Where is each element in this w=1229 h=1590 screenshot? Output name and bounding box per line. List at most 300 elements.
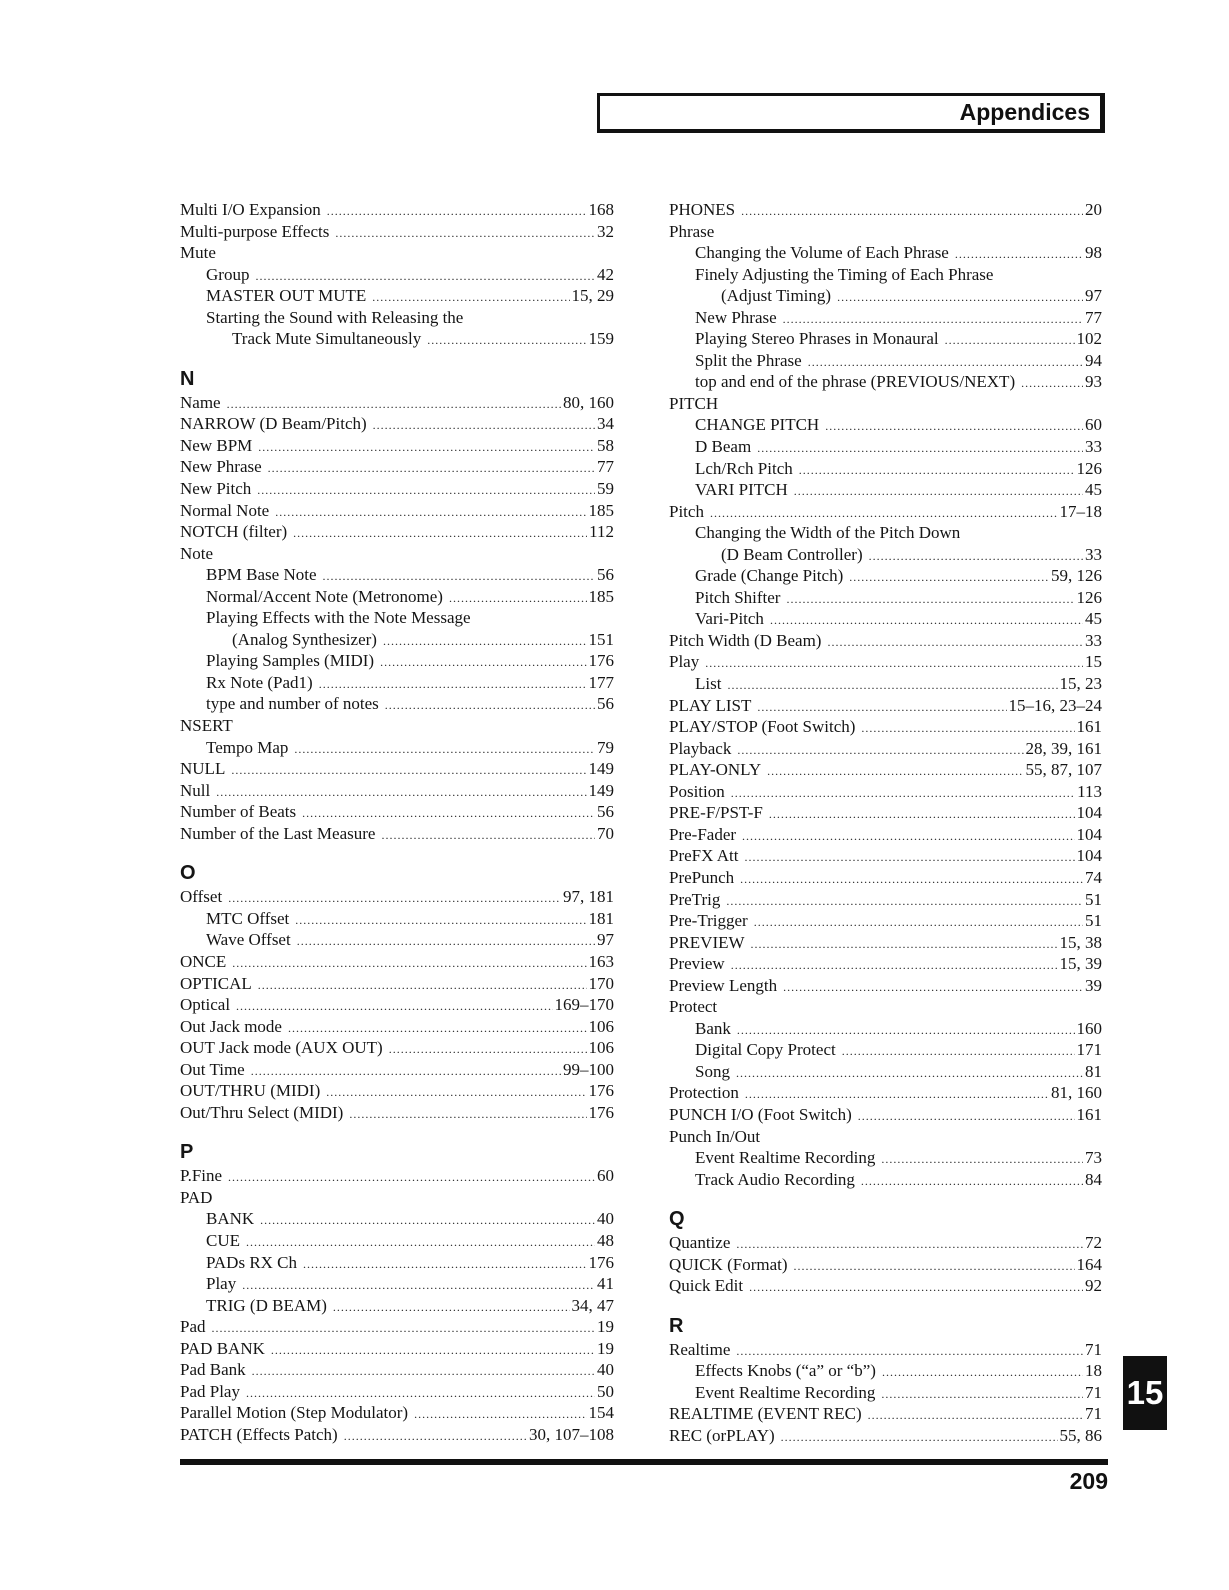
index-entry [669, 436, 1102, 458]
entry-pages: 50 [597, 1381, 614, 1401]
entry-pages: 171 [1076, 1040, 1102, 1060]
entry-term: Realtime [669, 1339, 731, 1359]
dot-leader [736, 1234, 1083, 1256]
entry-pages: 92 [1085, 1276, 1102, 1296]
dot-leader [257, 480, 595, 502]
index-entry [180, 823, 614, 845]
entry-term: Pad Bank [180, 1360, 246, 1380]
dot-leader [294, 739, 595, 761]
dot-leader [326, 1082, 586, 1104]
entry-term: Pitch Shifter [695, 587, 781, 607]
entry-pages: 159 [588, 329, 614, 349]
entry-term: Pitch [669, 501, 704, 521]
index-entry [180, 221, 614, 243]
dot-leader [882, 1362, 1083, 1384]
entry-term: top and end of the phrase (PREVIOUS/NEXT) [695, 372, 1016, 392]
dot-leader [767, 761, 1023, 783]
entry-pages: 15–16, 23–24 [1008, 695, 1102, 715]
entry-pages: 32 [597, 221, 614, 241]
entry-pages: 97, 181 [563, 887, 614, 907]
index-entry [180, 693, 614, 715]
entry-term: New Phrase [180, 457, 262, 477]
chapter-tab: 15 [1123, 1356, 1167, 1430]
entry-pages: 149 [588, 780, 614, 800]
dot-leader [268, 458, 595, 480]
entry-pages: 30, 107–108 [529, 1424, 614, 1444]
index-entry [180, 1080, 614, 1102]
dot-leader [727, 675, 1057, 697]
index-section [669, 1201, 1102, 1297]
section-letter: R [669, 1314, 684, 1337]
index-entry [180, 737, 614, 759]
index-entry [180, 929, 614, 951]
entry-term: NARROW (D Beam/Pitch) [180, 414, 367, 434]
dot-leader [216, 782, 586, 804]
index-entry [180, 1273, 614, 1295]
index-entry [180, 1402, 614, 1424]
dot-leader [349, 1104, 586, 1126]
entry-pages: 151 [588, 629, 614, 649]
entry-term: Playback [669, 738, 732, 758]
entry-pages: 168 [588, 200, 614, 219]
dot-leader [849, 567, 1049, 589]
entry-term: REC (orPLAY) [669, 1425, 775, 1445]
entry-pages: 71 [1085, 1404, 1102, 1424]
entry-term: Group [206, 264, 250, 284]
index-column-right [669, 199, 1102, 1458]
entry-pages: 177 [588, 672, 614, 692]
index-entry [180, 1230, 614, 1252]
dot-leader [246, 1383, 595, 1405]
entry-pages: 34 [597, 414, 614, 434]
index-entry [669, 867, 1102, 889]
entry-pages: 97 [597, 930, 614, 950]
entry-pages: 181 [588, 908, 614, 928]
entry-term: Out Jack mode [180, 1016, 282, 1036]
index-entry [669, 1169, 1102, 1191]
dot-leader [808, 352, 1083, 374]
index-entry [669, 587, 1102, 609]
dot-leader [380, 652, 586, 674]
entry-term: BANK [206, 1209, 255, 1229]
index-entry [180, 264, 614, 286]
footer-rule [180, 1459, 1108, 1465]
dot-leader [731, 955, 1058, 977]
entry-term: Pre-Fader [669, 824, 737, 844]
index-entry [669, 716, 1102, 738]
entry-term: Starting the Sound with Releasing the [206, 307, 464, 327]
entry-term: Note [180, 543, 214, 563]
entry-term: Track Audio Recording [695, 1169, 855, 1189]
dot-leader [373, 415, 595, 437]
entry-term: PRE-F/PST-F [669, 803, 763, 823]
entry-term: Preview Length [669, 975, 778, 995]
entry-term: Event Realtime Recording [695, 1382, 876, 1402]
entry-pages: 33 [1085, 437, 1102, 457]
index-entry [669, 307, 1102, 329]
entry-pages: 15, 23 [1059, 674, 1102, 694]
index-entry [669, 1275, 1102, 1297]
index-section [180, 1134, 614, 1445]
dot-leader [236, 996, 552, 1018]
entry-pages: 170 [588, 973, 614, 993]
dot-leader [749, 1277, 1083, 1299]
index-entry [669, 414, 1102, 436]
entry-term: Optical [180, 995, 231, 1015]
index-entry [669, 651, 1102, 673]
dot-leader [427, 330, 586, 352]
entry-term: PAD BANK [180, 1338, 265, 1358]
section-letter: O [180, 862, 196, 885]
dot-leader [861, 1171, 1083, 1193]
dot-leader [327, 201, 587, 223]
dot-leader [297, 931, 595, 953]
entry-pages: 39 [1085, 975, 1102, 995]
dot-leader [323, 566, 596, 588]
index-entry [180, 521, 614, 543]
index-column-left [180, 199, 614, 1456]
index-entry [669, 221, 1102, 243]
dot-leader [737, 1020, 1075, 1042]
dot-leader [742, 826, 1074, 848]
entry-pages: 17–18 [1059, 501, 1102, 521]
dot-leader [794, 1256, 1075, 1278]
index-entry [669, 802, 1102, 824]
dot-leader [303, 1254, 586, 1276]
section-letter: N [180, 367, 195, 390]
index-entry [669, 1147, 1102, 1169]
entry-pages: 60 [597, 1166, 614, 1186]
entry-pages: 102 [1076, 329, 1102, 349]
index-entry [669, 1232, 1102, 1254]
entry-term: MTC Offset [206, 908, 290, 928]
dot-leader [335, 223, 595, 245]
entry-pages: 33 [1085, 630, 1102, 650]
index-entry [669, 1104, 1102, 1126]
entry-term: Protect [669, 997, 718, 1017]
dot-leader [740, 869, 1083, 891]
dot-leader [858, 1106, 1075, 1128]
entry-term: OUT/THRU (MIDI) [180, 1081, 321, 1101]
entry-pages: 60 [1085, 415, 1102, 435]
dot-leader [736, 1341, 1083, 1363]
entry-term: (Adjust Timing) [721, 286, 832, 306]
index-entry [180, 715, 614, 737]
entry-term: Track Mute Simultaneously [232, 329, 422, 349]
dot-leader [783, 977, 1083, 999]
index-entry [669, 1339, 1102, 1361]
entry-term: New Pitch [180, 479, 252, 499]
index-entry [180, 307, 614, 329]
dot-leader [246, 1232, 595, 1254]
index-entry [669, 759, 1102, 781]
index-entry [669, 264, 1102, 286]
entry-term: Changing the Volume of Each Phrase [695, 243, 949, 263]
dot-leader [228, 888, 561, 910]
dot-leader [381, 825, 595, 847]
index-entry [180, 1037, 614, 1059]
index-entry [669, 544, 1102, 566]
dot-leader [731, 783, 1075, 805]
index-entry [669, 479, 1102, 501]
entry-term: List [695, 674, 722, 694]
entry-pages: 80, 160 [563, 392, 614, 412]
entry-pages: 81 [1085, 1061, 1102, 1081]
entry-pages: 48 [597, 1230, 614, 1250]
entry-pages: 71 [1085, 1382, 1102, 1402]
dot-leader [232, 953, 586, 975]
entry-term: Quick Edit [669, 1276, 744, 1296]
index-section [180, 199, 614, 350]
index-entry [669, 738, 1102, 760]
index-section [669, 1308, 1102, 1447]
dot-leader [302, 803, 595, 825]
entry-pages: 55, 86 [1059, 1425, 1102, 1445]
index-entry [669, 845, 1102, 867]
entry-pages: 77 [597, 457, 614, 477]
section-letter: P [180, 1141, 194, 1164]
index-entry [180, 543, 614, 565]
index-entry [180, 607, 614, 629]
entry-pages: 97 [1085, 286, 1102, 306]
dot-leader [710, 503, 1058, 525]
entry-term: Playing Stereo Phrases in Monaural [695, 329, 939, 349]
entry-term: ONCE [180, 951, 227, 971]
entry-term: Null [180, 780, 211, 800]
dot-leader [799, 460, 1075, 482]
entry-pages: 55, 87, 107 [1025, 760, 1102, 780]
entry-pages: 19 [597, 1317, 614, 1337]
dot-leader [736, 1063, 1083, 1085]
dot-leader [769, 804, 1075, 826]
entry-term: PITCH [669, 393, 719, 413]
entry-term: Split the Phrase [695, 350, 802, 370]
index-entry [669, 458, 1102, 480]
dot-leader [945, 330, 1075, 352]
entry-term: P.Fine [180, 1166, 223, 1186]
entry-pages: 154 [588, 1403, 614, 1423]
entry-pages: 84 [1085, 1169, 1102, 1189]
entry-term: OUT Jack mode (AUX OUT) [180, 1038, 383, 1058]
dot-leader [252, 1361, 595, 1383]
entry-pages: 149 [588, 759, 614, 779]
entry-pages: 106 [588, 1016, 614, 1036]
entry-term: PREVIEW [669, 932, 745, 952]
dot-leader [231, 760, 586, 782]
dot-leader [794, 481, 1083, 503]
dot-leader [868, 1405, 1083, 1427]
dot-leader [293, 523, 587, 545]
dot-leader [271, 1340, 595, 1362]
index-entry [180, 1381, 614, 1403]
index-entry [180, 242, 614, 264]
entry-term: Rx Note (Pad1) [206, 672, 313, 692]
dot-leader [881, 1384, 1083, 1406]
index-entry [669, 824, 1102, 846]
dot-leader [228, 1167, 595, 1189]
entry-term: Play [669, 652, 700, 672]
entry-pages: 40 [597, 1360, 614, 1380]
index-entry [669, 695, 1102, 717]
dot-leader [449, 588, 587, 610]
entry-pages: 104 [1076, 846, 1102, 866]
index-entry [180, 908, 614, 930]
entry-pages: 106 [588, 1038, 614, 1058]
dot-leader [770, 610, 1083, 632]
index-entry [180, 758, 614, 780]
entry-term: NULL [180, 759, 226, 779]
section-title: Appendices [959, 99, 1090, 125]
entry-pages: 77 [1085, 307, 1102, 327]
entry-term: NOTCH (filter) [180, 522, 288, 542]
index-section [180, 361, 614, 844]
index-entry [669, 996, 1102, 1018]
dot-leader [344, 1426, 527, 1448]
index-entry [180, 1252, 614, 1274]
dot-leader [737, 740, 1023, 762]
dot-leader [255, 266, 595, 288]
index-entry [180, 500, 614, 522]
entry-pages: 19 [597, 1338, 614, 1358]
entry-pages: 15, 38 [1059, 932, 1102, 952]
entry-term: Offset [180, 887, 223, 907]
dot-leader [258, 975, 587, 997]
entry-term: Parallel Motion (Step Modulator) [180, 1403, 409, 1423]
dot-leader [319, 674, 587, 696]
index-entry [180, 199, 614, 221]
dot-leader [258, 437, 595, 459]
index-entry [669, 608, 1102, 630]
entry-term: BPM Base Note [206, 565, 317, 585]
entry-term: Normal Note [180, 500, 270, 520]
entry-term: Playing Samples (MIDI) [206, 651, 375, 671]
entry-term: Out/Thru Select (MIDI) [180, 1102, 344, 1122]
entry-term: Changing the Width of the Pitch Down [695, 523, 961, 543]
entry-pages: 163 [588, 951, 614, 971]
index-entry [180, 994, 614, 1016]
entry-pages: 15, 39 [1059, 954, 1102, 974]
index-entry [180, 1016, 614, 1038]
entry-term: (Analog Synthesizer) [232, 629, 377, 649]
index-entry [180, 801, 614, 823]
entry-term: PreTrig [669, 889, 721, 909]
dot-leader [251, 1061, 561, 1083]
entry-term: Pad [180, 1317, 206, 1337]
page-number: 209 [1069, 1468, 1108, 1494]
entry-term: D Beam [695, 437, 752, 457]
entry-term: Out Time [180, 1059, 245, 1079]
index-entry [180, 392, 614, 414]
entry-pages: 126 [1076, 458, 1102, 478]
entry-term: Song [695, 1061, 730, 1081]
entry-pages: 56 [597, 694, 614, 714]
index-entry [180, 1295, 614, 1317]
dot-leader [744, 847, 1074, 869]
entry-term: PreFX Att [669, 846, 739, 866]
entry-term: Phrase [669, 221, 715, 241]
entry-term: (D Beam Controller) [721, 544, 863, 564]
dot-leader [751, 934, 1058, 956]
index-entry [669, 565, 1102, 587]
entry-term: TRIG (D BEAM) [206, 1295, 327, 1315]
entry-term: Wave Offset [206, 930, 291, 950]
entry-term: New BPM [180, 435, 253, 455]
index-entry [180, 1165, 614, 1187]
index-entry [669, 1403, 1102, 1425]
index-entry [180, 951, 614, 973]
entry-term: Multi I/O Expansion [180, 200, 321, 219]
dot-leader [754, 912, 1083, 934]
dot-leader [385, 695, 595, 717]
entry-term: Tempo Map [206, 737, 289, 757]
dot-leader [786, 589, 1074, 611]
entry-pages: 72 [1085, 1233, 1102, 1253]
entry-pages: 56 [597, 565, 614, 585]
dot-leader [827, 632, 1083, 654]
dot-leader [288, 1018, 587, 1040]
dot-leader [837, 287, 1083, 309]
index-entry [669, 328, 1102, 350]
index-entry [180, 586, 614, 608]
index-entry [180, 413, 614, 435]
entry-term: QUICK (Format) [669, 1254, 788, 1274]
index-entry [180, 564, 614, 586]
entry-pages: 94 [1085, 350, 1102, 370]
dot-leader [757, 438, 1083, 460]
entry-term: Pad Play [180, 1381, 240, 1401]
index-entry [669, 1039, 1102, 1061]
entry-term: OPTICAL [180, 973, 252, 993]
entry-pages: 81, 160 [1051, 1083, 1102, 1103]
entry-pages: 59 [597, 479, 614, 499]
entry-pages: 176 [588, 1081, 614, 1101]
entry-term: Pitch Width (D Beam) [669, 630, 822, 650]
entry-term: PrePunch [669, 867, 735, 887]
dot-leader [295, 910, 586, 932]
index-entry [180, 1359, 614, 1381]
dot-leader [757, 697, 1006, 719]
entry-pages: 51 [1085, 911, 1102, 931]
index-entry [669, 1126, 1102, 1148]
dot-leader [781, 1427, 1058, 1449]
entry-term: Grade (Change Pitch) [695, 566, 844, 586]
index-entry [180, 328, 614, 350]
entry-term: Protection [669, 1083, 739, 1103]
index-entry [669, 673, 1102, 695]
dot-leader [869, 546, 1083, 568]
index-entry [180, 1059, 614, 1081]
index-section [669, 199, 1102, 1190]
entry-pages: 51 [1085, 889, 1102, 909]
index-entry [669, 1254, 1102, 1276]
entry-term: Effects Knobs (“a” or “b”) [695, 1361, 876, 1381]
index-entry [669, 1018, 1102, 1040]
entry-term: Number of the Last Measure [180, 823, 376, 843]
entry-pages: 58 [597, 435, 614, 455]
dot-leader [275, 502, 586, 524]
entry-term: PAD [180, 1187, 213, 1207]
index-entry [669, 242, 1102, 264]
index-entry [669, 501, 1102, 523]
entry-term: Play [206, 1274, 237, 1294]
entry-pages: 164 [1076, 1254, 1102, 1274]
entry-term: CUE [206, 1230, 240, 1250]
index-entry [180, 456, 614, 478]
dot-leader [389, 1039, 587, 1061]
index-entry [669, 1382, 1102, 1404]
entry-pages: 73 [1085, 1148, 1102, 1168]
entry-term: New Phrase [695, 307, 777, 327]
